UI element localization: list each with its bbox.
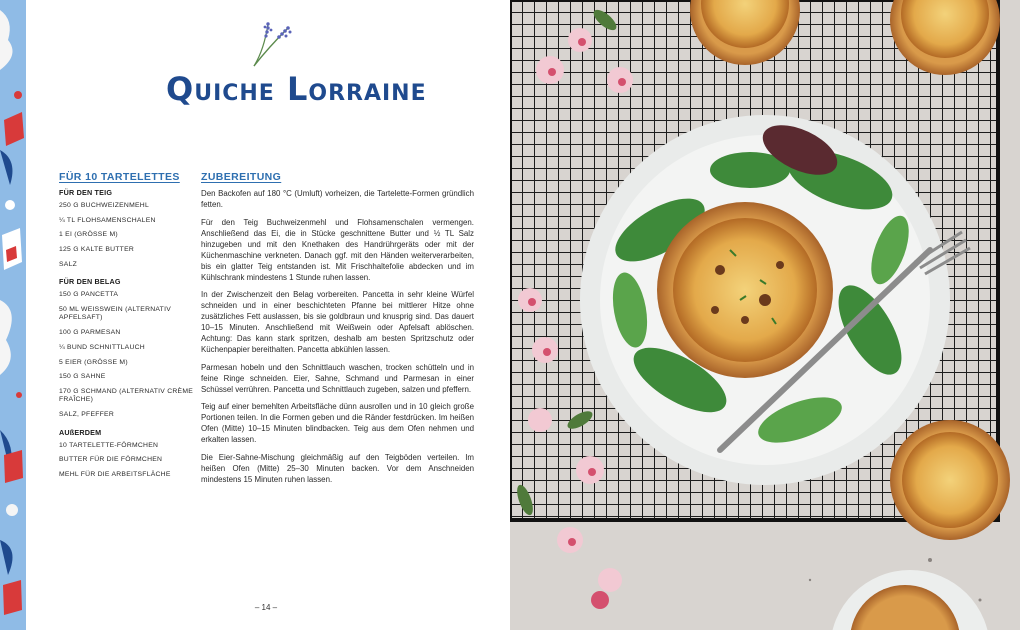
ingredient-item: 1 EI (GRÖSSE M) bbox=[59, 231, 118, 239]
ingredient-item: 125 G KALTE BUTTER bbox=[59, 246, 135, 254]
method-step: Den Backofen auf 180 °C (Umluft) vorheizen, die Tartelette-Formen gründlich fetten. bbox=[201, 189, 474, 209]
ingredient-item: SALZ bbox=[59, 260, 77, 268]
ingredients-column bbox=[59, 171, 195, 479]
ingredient-item: ¼ TL FLOHSAMENSCHALEN bbox=[59, 216, 156, 224]
ingredient-item: ¼ BUND SCHNITTLAUCH bbox=[59, 343, 145, 351]
lavender-sprig-icon bbox=[244, 18, 298, 70]
ingredient-item: SALZ, PFEFFER bbox=[59, 411, 114, 419]
ingredient-group-heading: FÜR DEN BELAG bbox=[59, 277, 121, 287]
ingredient-item: MEHL FÜR DIE ARBEITSFLÄCHE bbox=[59, 470, 171, 478]
ingredient-item: 150 G PANCETTA bbox=[59, 291, 119, 299]
ingredient-group-heading: AUßERDEM bbox=[59, 427, 102, 437]
ingredient-item: 100 G PARMESAN bbox=[59, 329, 121, 337]
method-column bbox=[201, 171, 474, 491]
pattern-shapes bbox=[0, 0, 26, 630]
ingredient-item: 150 G SAHNE bbox=[59, 373, 106, 381]
quiche-photo bbox=[510, 0, 1020, 630]
recipe-page bbox=[26, 0, 510, 630]
method-step: In der Zwischenzeit den Belag vorbereiten. Pancetta in sehr kleine Würfel schneiden und in einer beschichteten Pfanne bei mittlerer Hitze ohne zusätzliches Fett auslassen, bis sie goldbraun und knusprig sind. Das dauert 10–15 Minuten. Anschließend mit Weißwein oder Apfelsaft ablöschen. Achtung: Das kann stark spritzen, deshalb am besten Spritzschutz oder Küchenpapier bereithalten. Pancetta abkühlen lassen. bbox=[201, 290, 474, 354]
ingredient-item: BUTTER FÜR DIE FÖRMCHEN bbox=[59, 456, 163, 464]
method-step: Für den Teig Buchweizenmehl und Flohsamenschalen vermengen. Anschließend das Ei, die in Stücke geschnittene Butter und ½ TL Salz hinzugeben und mit den Knethaken des Handrührgeräts oder mit der Küchenmaschine verkneten. Danach ggf. mit den Händen weiterverarbeiten, bis ein glatter Teig entstanden ist. Mit Frischhaltefolie abdecken und im Kühlschrank mindestens 1 Stunde ruhen lassen. bbox=[201, 217, 474, 282]
method-step: Die Eier-Sahne-Mischung gleichmäßig auf den Teigböden verteilen. Im heißen Ofen (Mitte) 25–30 Minuten backen. Vor dem Anschneiden mindestens 15 Minuten ruhen lassen. bbox=[201, 452, 474, 484]
ingredient-group-heading: FÜR DEN TEIG bbox=[59, 188, 113, 197]
method-heading: ZUBEREITUNG bbox=[201, 171, 282, 183]
ingredient-item: 50 ML WEISSWEIN (ALTERNATIV APFELSAFT) bbox=[59, 305, 171, 322]
page-number: – 14 – bbox=[254, 603, 278, 612]
recipe-title: Quiche Lorraine bbox=[166, 70, 427, 108]
servings-heading: FÜR 10 TARTELETTES bbox=[59, 171, 180, 183]
ingredient-item: 170 G SCHMAND (ALTERNATIV CRÈME FRAÎCHE) bbox=[59, 387, 194, 404]
decorative-pattern-strip bbox=[0, 0, 26, 630]
method-step: Teig auf einer bemehlten Arbeitsfläche dünn ausrollen und in 10 gleich große Portionen teilen. In die Formen geben und die Ränder festdrücken. Im heißen Ofen (Mitte) 10–15 Minuten blindbacken. Teig aus dem Ofen nehmen und erkalten lassen. bbox=[201, 402, 474, 444]
ingredient-item: 250 G BUCHWEIZENMEHL bbox=[59, 202, 149, 209]
ingredient-item: 5 EIER (GRÖSSE M) bbox=[59, 358, 128, 366]
photo-illustration bbox=[510, 0, 1020, 630]
ingredient-item: 10 TARTELETTE-FÖRMCHEN bbox=[59, 441, 159, 449]
method-step: Parmesan hobeln und den Schnittlauch waschen, trocken schütteln und in feine Ringe schneiden. Eier, Sahne, Schmand und Parmesan in einer Schüssel verrühren. Pancetta und Schnittlauch zugeben, salzen und pfeffern. bbox=[201, 362, 474, 394]
